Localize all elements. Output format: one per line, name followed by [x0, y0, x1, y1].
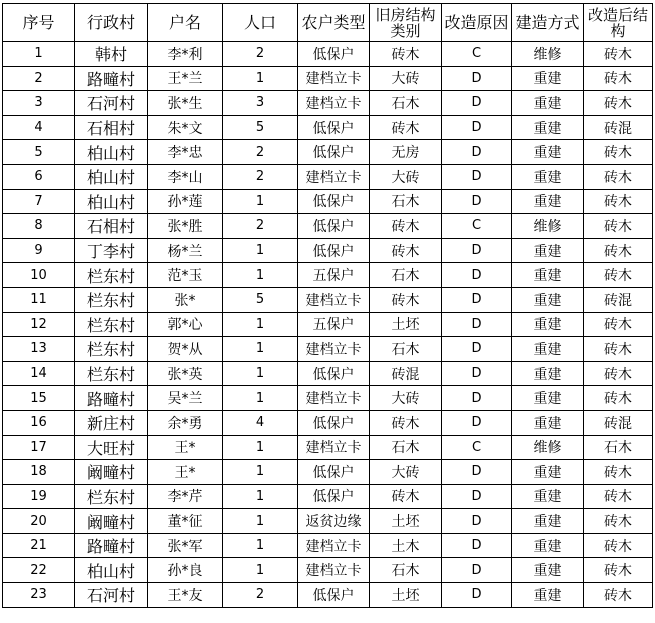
- cell-population: 1: [223, 312, 298, 337]
- cell-old-structure: 土坯: [370, 312, 442, 337]
- cell-old-structure: 土坯: [370, 509, 442, 534]
- table-row: [3, 435, 653, 460]
- cell-household-name: 李*利: [148, 42, 223, 67]
- cell-old-structure: 石木: [370, 263, 442, 288]
- housing-renovation-table: [2, 3, 653, 608]
- cell-index: 13: [3, 337, 75, 362]
- cell-index: 22: [3, 558, 75, 583]
- cell-new-structure: 砖木: [584, 583, 653, 608]
- cell-new-structure: 石木: [584, 435, 653, 460]
- table-row: [3, 337, 653, 362]
- header-household-type: 农户类型: [298, 4, 370, 42]
- cell-renovation-reason: C: [442, 214, 512, 239]
- cell-old-structure: 大砖: [370, 386, 442, 411]
- cell-population: 1: [223, 460, 298, 485]
- cell-new-structure: 砖木: [584, 361, 653, 386]
- cell-household-type: 建档立卡: [298, 386, 370, 411]
- cell-household-name: 余*勇: [148, 410, 223, 435]
- cell-index: 23: [3, 583, 75, 608]
- cell-index: 16: [3, 410, 75, 435]
- cell-village: 栏东村: [75, 263, 148, 288]
- cell-village: 石相村: [75, 214, 148, 239]
- cell-village: 路疃村: [75, 533, 148, 558]
- cell-village: 丁李村: [75, 238, 148, 263]
- cell-old-structure: 土木: [370, 533, 442, 558]
- cell-renovation-reason: D: [442, 238, 512, 263]
- cell-household-name: 郭*心: [148, 312, 223, 337]
- cell-new-structure: 砖木: [584, 140, 653, 165]
- cell-village: 石河村: [75, 91, 148, 116]
- cell-renovation-reason: D: [442, 312, 512, 337]
- cell-village: 柏山村: [75, 189, 148, 214]
- cell-population: 2: [223, 583, 298, 608]
- cell-household-type: 低保户: [298, 214, 370, 239]
- cell-renovation-reason: D: [442, 410, 512, 435]
- cell-new-structure: 砖混: [584, 287, 653, 312]
- cell-new-structure: 砖木: [584, 533, 653, 558]
- cell-renovation-reason: D: [442, 337, 512, 362]
- table-row: [3, 238, 653, 263]
- cell-renovation-reason: D: [442, 583, 512, 608]
- cell-new-structure: 砖木: [584, 312, 653, 337]
- cell-village: 大旺村: [75, 435, 148, 460]
- cell-old-structure: 砖混: [370, 361, 442, 386]
- cell-index: 4: [3, 115, 75, 140]
- cell-population: 1: [223, 189, 298, 214]
- cell-old-structure: 石木: [370, 337, 442, 362]
- cell-household-type: 低保户: [298, 238, 370, 263]
- cell-household-name: 孙*莲: [148, 189, 223, 214]
- cell-household-name: 张*: [148, 287, 223, 312]
- cell-build-method: 重建: [512, 533, 584, 558]
- cell-old-structure: 大砖: [370, 66, 442, 91]
- header-household-name: 户名: [148, 4, 223, 42]
- table-row: [3, 214, 653, 239]
- cell-renovation-reason: D: [442, 533, 512, 558]
- header-renovation-reason: 改造原因: [442, 4, 512, 42]
- cell-old-structure: 砖木: [370, 410, 442, 435]
- cell-population: 1: [223, 386, 298, 411]
- cell-new-structure: 砖木: [584, 238, 653, 263]
- table-row: [3, 312, 653, 337]
- cell-household-name: 孙*良: [148, 558, 223, 583]
- cell-household-type: 建档立卡: [298, 435, 370, 460]
- cell-renovation-reason: D: [442, 91, 512, 116]
- cell-village: 栏东村: [75, 312, 148, 337]
- cell-population: 4: [223, 410, 298, 435]
- table-row: [3, 484, 653, 509]
- cell-index: 18: [3, 460, 75, 485]
- cell-old-structure: 石木: [370, 189, 442, 214]
- cell-village: 阚疃村: [75, 460, 148, 485]
- cell-household-name: 张*胜: [148, 214, 223, 239]
- cell-new-structure: 砖木: [584, 460, 653, 485]
- cell-new-structure: 砖木: [584, 337, 653, 362]
- cell-build-method: 重建: [512, 312, 584, 337]
- cell-build-method: 维修: [512, 214, 584, 239]
- cell-index: 2: [3, 66, 75, 91]
- cell-old-structure: 砖木: [370, 484, 442, 509]
- cell-village: 柏山村: [75, 558, 148, 583]
- header-old-structure: 旧房结构类别: [370, 4, 442, 42]
- cell-population: 1: [223, 533, 298, 558]
- table-row: [3, 287, 653, 312]
- cell-new-structure: 砖木: [584, 91, 653, 116]
- table-row: [3, 558, 653, 583]
- cell-village: 韩村: [75, 42, 148, 67]
- cell-population: 5: [223, 287, 298, 312]
- cell-build-method: 重建: [512, 484, 584, 509]
- cell-population: 1: [223, 337, 298, 362]
- cell-population: 1: [223, 263, 298, 288]
- cell-index: 12: [3, 312, 75, 337]
- cell-renovation-reason: D: [442, 558, 512, 583]
- cell-build-method: 重建: [512, 91, 584, 116]
- cell-new-structure: 砖木: [584, 189, 653, 214]
- cell-population: 1: [223, 361, 298, 386]
- cell-old-structure: 土坯: [370, 583, 442, 608]
- cell-index: 10: [3, 263, 75, 288]
- cell-index: 19: [3, 484, 75, 509]
- cell-population: 1: [223, 509, 298, 534]
- cell-build-method: 维修: [512, 42, 584, 67]
- cell-village: 栏东村: [75, 287, 148, 312]
- cell-renovation-reason: D: [442, 386, 512, 411]
- table-row: [3, 66, 653, 91]
- cell-household-type: 五保户: [298, 263, 370, 288]
- table-body: [3, 42, 653, 608]
- table-row: [3, 164, 653, 189]
- header-row: [3, 4, 653, 42]
- cell-household-name: 张*军: [148, 533, 223, 558]
- table-row: [3, 115, 653, 140]
- cell-build-method: 重建: [512, 287, 584, 312]
- cell-index: 5: [3, 140, 75, 165]
- cell-old-structure: 砖木: [370, 42, 442, 67]
- cell-renovation-reason: D: [442, 460, 512, 485]
- cell-renovation-reason: C: [442, 42, 512, 67]
- cell-household-name: 王*友: [148, 583, 223, 608]
- cell-build-method: 维修: [512, 435, 584, 460]
- cell-household-name: 王*: [148, 435, 223, 460]
- table-row: [3, 91, 653, 116]
- cell-household-type: 低保户: [298, 115, 370, 140]
- cell-village: 石相村: [75, 115, 148, 140]
- header-index: 序号: [3, 4, 75, 42]
- cell-village: 柏山村: [75, 164, 148, 189]
- cell-new-structure: 砖木: [584, 484, 653, 509]
- cell-household-name: 王*: [148, 460, 223, 485]
- table-row: [3, 533, 653, 558]
- cell-household-name: 张*生: [148, 91, 223, 116]
- cell-build-method: 重建: [512, 361, 584, 386]
- cell-household-name: 杨*兰: [148, 238, 223, 263]
- cell-build-method: 重建: [512, 164, 584, 189]
- cell-index: 14: [3, 361, 75, 386]
- cell-household-type: 建档立卡: [298, 287, 370, 312]
- cell-population: 1: [223, 435, 298, 460]
- header-village: 行政村: [75, 4, 148, 42]
- table-row: [3, 460, 653, 485]
- cell-household-type: 返贫边缘: [298, 509, 370, 534]
- cell-household-name: 张*英: [148, 361, 223, 386]
- cell-village: 柏山村: [75, 140, 148, 165]
- cell-household-name: 董*征: [148, 509, 223, 534]
- cell-household-type: 建档立卡: [298, 337, 370, 362]
- cell-household-type: 低保户: [298, 460, 370, 485]
- cell-build-method: 重建: [512, 386, 584, 411]
- cell-new-structure: 砖木: [584, 214, 653, 239]
- cell-population: 1: [223, 484, 298, 509]
- cell-village: 新庄村: [75, 410, 148, 435]
- cell-household-type: 建档立卡: [298, 66, 370, 91]
- cell-build-method: 重建: [512, 263, 584, 288]
- cell-index: 11: [3, 287, 75, 312]
- cell-index: 8: [3, 214, 75, 239]
- cell-household-type: 低保户: [298, 583, 370, 608]
- cell-household-type: 低保户: [298, 361, 370, 386]
- cell-new-structure: 砖木: [584, 509, 653, 534]
- cell-new-structure: 砖木: [584, 558, 653, 583]
- cell-household-name: 王*兰: [148, 66, 223, 91]
- cell-old-structure: 砖木: [370, 115, 442, 140]
- cell-household-type: 低保户: [298, 410, 370, 435]
- cell-household-name: 范*玉: [148, 263, 223, 288]
- cell-village: 栏东村: [75, 484, 148, 509]
- cell-new-structure: 砖木: [584, 66, 653, 91]
- cell-build-method: 重建: [512, 410, 584, 435]
- cell-old-structure: 砖木: [370, 214, 442, 239]
- cell-household-name: 贺*从: [148, 337, 223, 362]
- cell-renovation-reason: D: [442, 66, 512, 91]
- cell-new-structure: 砖木: [584, 263, 653, 288]
- cell-old-structure: 石木: [370, 558, 442, 583]
- cell-index: 9: [3, 238, 75, 263]
- cell-build-method: 重建: [512, 558, 584, 583]
- cell-index: 3: [3, 91, 75, 116]
- header-population: 人口: [223, 4, 298, 42]
- cell-build-method: 重建: [512, 115, 584, 140]
- cell-household-type: 五保户: [298, 312, 370, 337]
- cell-renovation-reason: D: [442, 189, 512, 214]
- cell-population: 5: [223, 115, 298, 140]
- table-row: [3, 263, 653, 288]
- cell-household-name: 朱*文: [148, 115, 223, 140]
- cell-old-structure: 石木: [370, 91, 442, 116]
- cell-renovation-reason: C: [442, 435, 512, 460]
- cell-population: 3: [223, 91, 298, 116]
- cell-build-method: 重建: [512, 238, 584, 263]
- cell-village: 路疃村: [75, 66, 148, 91]
- cell-build-method: 重建: [512, 509, 584, 534]
- cell-population: 2: [223, 42, 298, 67]
- cell-household-name: 李*芹: [148, 484, 223, 509]
- table-row: [3, 361, 653, 386]
- cell-build-method: 重建: [512, 337, 584, 362]
- cell-renovation-reason: D: [442, 140, 512, 165]
- cell-build-method: 重建: [512, 66, 584, 91]
- cell-build-method: 重建: [512, 189, 584, 214]
- cell-household-type: 建档立卡: [298, 558, 370, 583]
- table-row: [3, 410, 653, 435]
- table-row: [3, 189, 653, 214]
- cell-index: 21: [3, 533, 75, 558]
- table-row: [3, 509, 653, 534]
- cell-household-name: 李*忠: [148, 140, 223, 165]
- cell-index: 15: [3, 386, 75, 411]
- cell-household-name: 李*山: [148, 164, 223, 189]
- table-row: [3, 140, 653, 165]
- cell-old-structure: 砖木: [370, 287, 442, 312]
- cell-household-type: 低保户: [298, 484, 370, 509]
- cell-household-type: 低保户: [298, 189, 370, 214]
- cell-old-structure: 大砖: [370, 164, 442, 189]
- cell-renovation-reason: D: [442, 164, 512, 189]
- cell-renovation-reason: D: [442, 263, 512, 288]
- cell-new-structure: 砖木: [584, 42, 653, 67]
- cell-build-method: 重建: [512, 460, 584, 485]
- cell-village: 栏东村: [75, 361, 148, 386]
- cell-renovation-reason: D: [442, 361, 512, 386]
- cell-index: 7: [3, 189, 75, 214]
- cell-new-structure: 砖混: [584, 410, 653, 435]
- cell-population: 2: [223, 140, 298, 165]
- table-row: [3, 386, 653, 411]
- cell-renovation-reason: D: [442, 287, 512, 312]
- cell-population: 2: [223, 164, 298, 189]
- header-build-method: 建造方式: [512, 4, 584, 42]
- cell-renovation-reason: D: [442, 115, 512, 140]
- cell-village: 栏东村: [75, 337, 148, 362]
- cell-index: 20: [3, 509, 75, 534]
- cell-population: 1: [223, 66, 298, 91]
- cell-index: 1: [3, 42, 75, 67]
- cell-village: 路疃村: [75, 386, 148, 411]
- cell-renovation-reason: D: [442, 484, 512, 509]
- cell-household-name: 吴*兰: [148, 386, 223, 411]
- cell-village: 石河村: [75, 583, 148, 608]
- cell-population: 1: [223, 558, 298, 583]
- cell-index: 17: [3, 435, 75, 460]
- cell-old-structure: 砖木: [370, 238, 442, 263]
- cell-household-type: 低保户: [298, 140, 370, 165]
- table-row: [3, 42, 653, 67]
- cell-old-structure: 石木: [370, 435, 442, 460]
- cell-household-type: 建档立卡: [298, 91, 370, 116]
- cell-build-method: 重建: [512, 583, 584, 608]
- cell-population: 1: [223, 238, 298, 263]
- cell-old-structure: 大砖: [370, 460, 442, 485]
- cell-village: 阚疃村: [75, 509, 148, 534]
- header-new-structure: 改造后结构: [584, 4, 653, 42]
- cell-build-method: 重建: [512, 140, 584, 165]
- cell-household-type: 低保户: [298, 42, 370, 67]
- cell-household-type: 建档立卡: [298, 164, 370, 189]
- cell-population: 2: [223, 214, 298, 239]
- cell-new-structure: 砖混: [584, 115, 653, 140]
- cell-new-structure: 砖木: [584, 386, 653, 411]
- cell-renovation-reason: D: [442, 509, 512, 534]
- cell-household-type: 建档立卡: [298, 533, 370, 558]
- cell-index: 6: [3, 164, 75, 189]
- table-row: [3, 583, 653, 608]
- cell-old-structure: 无房: [370, 140, 442, 165]
- cell-new-structure: 砖木: [584, 164, 653, 189]
